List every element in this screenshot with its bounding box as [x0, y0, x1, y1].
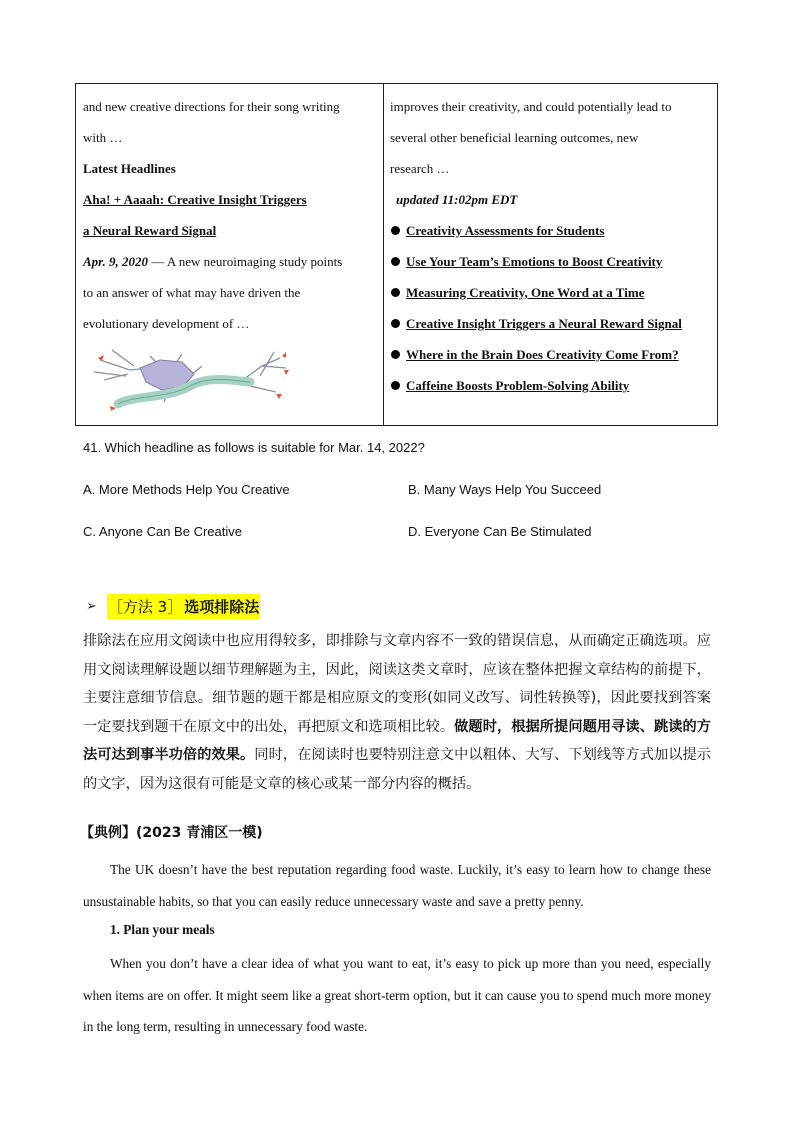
bullet-icon	[391, 319, 400, 328]
date-dash: —	[148, 254, 167, 269]
explanation-bold: 做题时，根据所提问题用寻读、跳读的方法可达到事半功倍的效果。	[83, 718, 711, 763]
bullet-link[interactable]: Creativity Assessments for Students	[406, 223, 605, 238]
bullet-icon	[391, 381, 400, 390]
example-label: 【典例】(2023 青浦区一模)	[80, 825, 263, 841]
passage-paragraph: The UK doesn’t have the best reputation regarding food waste. Luckily, it’s easy to learn how to change these unsustainable habits, so that you can easily reduce unnecessary waste and save a pretty penny.	[83, 862, 711, 909]
right-text-line: research …	[390, 161, 450, 176]
method-title: 选项排除法	[183, 594, 260, 619]
left-text-line: and new creative directions for their song writing	[83, 99, 340, 114]
explanation-text: 同时，在阅读时也要特别注意文中以粗体、大写、下划线等方式加以提示的文字，因为这很有可能是文章的核心或某一部分内容的概括。	[83, 747, 711, 792]
latest-headlines-label: Latest Headlines	[83, 161, 176, 176]
headline-bullet[interactable]	[390, 277, 710, 308]
explanation-text: 排除法在应用文阅读中也应用得较多，即排除与文章内容不一致的错误信息，从而确定正确选项。应用文阅读理解设题以细节理解题为主，因此，阅读这类文章时，应该在整体把握文章结构的前提下，主要注意细节信息。细节题的题干都是相应原文的变形(如同义改写、词性转换等)，因此要找到答案一定要找到题干在原文中的出处，再把原文和选项相比较。	[83, 633, 711, 735]
right-text-line: improves their creativity, and could potentially lead to	[390, 99, 672, 114]
option-d[interactable]: D. Everyone Can Be Stimulated	[408, 524, 592, 539]
table-divider	[383, 84, 384, 425]
article-date: Apr. 9, 2020	[83, 254, 149, 269]
bullet-icon	[391, 288, 400, 297]
bullet-icon	[391, 226, 400, 235]
arrow-bullet-icon: ➢	[86, 598, 97, 614]
bullet-link[interactable]: Use Your Team’s Emotions to Boost Creativity	[406, 254, 663, 269]
passage-subheading: 1. Plan your meals	[110, 922, 215, 937]
table-right-cell	[390, 91, 710, 401]
option-b[interactable]: B. Many Ways Help You Succeed	[408, 482, 602, 497]
summary-text: A new neuroimaging study points	[166, 254, 343, 269]
headline-table	[75, 83, 718, 426]
summary-text: evolutionary development of …	[83, 316, 250, 331]
bullet-link[interactable]: Creative Insight Triggers a Neural Reward Signal	[406, 316, 682, 331]
headline-bullet[interactable]	[390, 246, 710, 277]
headline-link[interactable]: a Neural Reward Signal	[83, 223, 217, 238]
table-left-cell	[83, 91, 375, 339]
bullet-link[interactable]: Measuring Creativity, One Word at a Time	[406, 285, 645, 300]
passage-paragraph: When you don’t have a clear idea of what you want to eat, it’s easy to pick up more than you need, especially when items are on offer. It might seem like a great short-term option, but it can cause you to spend much more money in the long term, resulting in unnecessary food waste.	[83, 956, 711, 1034]
question-text: 41. Which headline as follows is suitable for Mar. 14, 2022?	[83, 440, 425, 455]
method-label: ［方法 3］	[107, 594, 183, 619]
headline-bullet[interactable]	[390, 370, 710, 401]
headline-bullet[interactable]	[390, 339, 710, 370]
neuron-illustration	[90, 346, 290, 412]
option-a[interactable]: A. More Methods Help You Creative	[83, 482, 290, 497]
headline-bullet[interactable]	[390, 308, 710, 339]
bullet-icon	[391, 350, 400, 359]
right-text-line: several other beneficial learning outcomes, new	[390, 130, 639, 145]
article-summary	[83, 246, 375, 277]
summary-text: to an answer of what may have driven the	[83, 285, 301, 300]
bullet-link[interactable]: Where in the Brain Does Creativity Come From?	[406, 347, 679, 362]
method-explanation	[83, 627, 711, 798]
headline-bullet[interactable]	[390, 215, 710, 246]
bullet-link[interactable]: Caffeine Boosts Problem-Solving Ability	[406, 378, 630, 393]
headline-link[interactable]: Aha! + Aaaah: Creative Insight Triggers	[83, 192, 307, 207]
bullet-icon	[391, 257, 400, 266]
method-heading	[83, 591, 260, 621]
updated-time: updated 11:02pm EDT	[396, 192, 518, 207]
left-text-line: with …	[83, 130, 123, 145]
option-c[interactable]: C. Anyone Can Be Creative	[83, 524, 242, 539]
